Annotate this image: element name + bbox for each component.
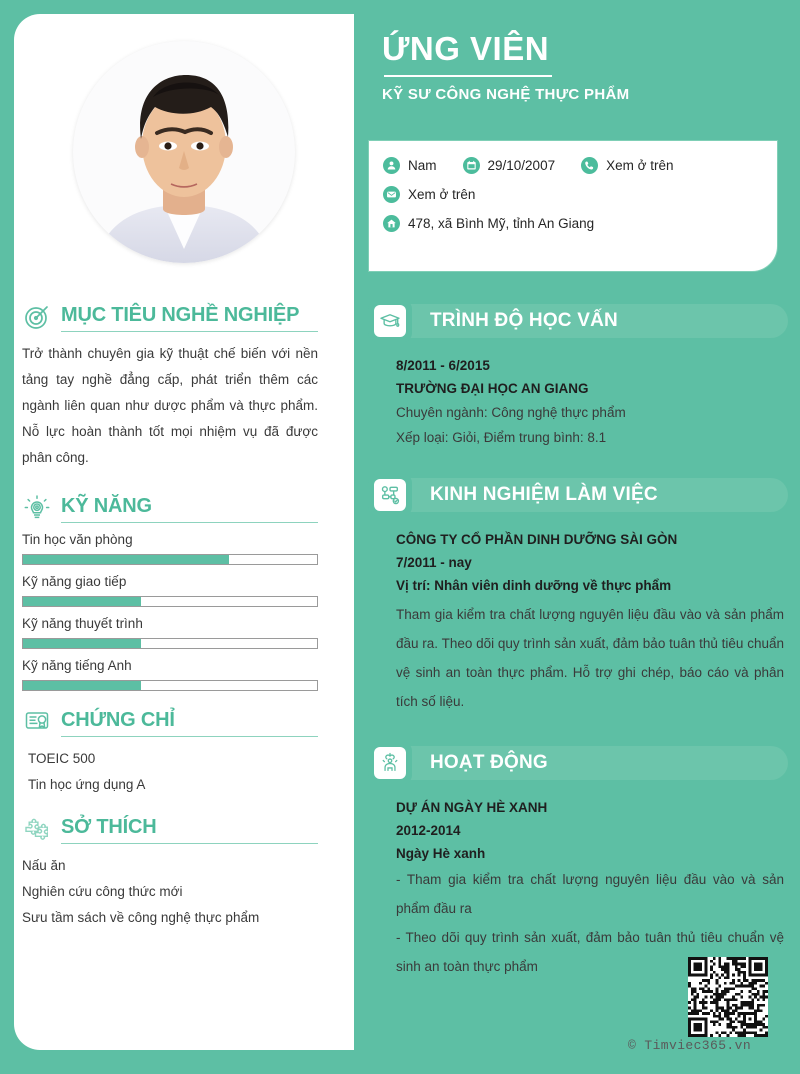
certificates-title: CHỨNG CHỈ bbox=[61, 709, 175, 731]
skill-bar-fill bbox=[23, 639, 141, 648]
activities-header bbox=[368, 742, 788, 784]
section-activities bbox=[368, 742, 788, 981]
skill-bar bbox=[22, 596, 318, 607]
list-item: Tin học ứng dụng A bbox=[28, 777, 146, 792]
contact-phone bbox=[581, 157, 673, 174]
name-rule bbox=[384, 75, 552, 77]
experience-badge bbox=[368, 474, 412, 516]
list-item: Nấu ăn bbox=[22, 858, 66, 873]
skills-title: KỸ NĂNG bbox=[61, 495, 152, 517]
person-icon bbox=[383, 157, 400, 174]
certificates-underline bbox=[61, 736, 318, 737]
education-period: 8/2011 - 6/2015 bbox=[396, 358, 490, 373]
section-objective bbox=[22, 302, 318, 471]
education-major: Chuyên ngành: Công nghệ thực phẩm bbox=[396, 405, 626, 420]
skill-bar-fill bbox=[23, 597, 141, 606]
skill-bar-fill bbox=[23, 681, 141, 690]
list-item: Sưu tầm sách về công nghệ thực phẩm bbox=[22, 910, 260, 925]
activity-period: 2012-2014 bbox=[396, 823, 461, 838]
avatar bbox=[14, 14, 354, 290]
calendar-icon bbox=[463, 157, 480, 174]
qr-code bbox=[688, 957, 768, 1037]
certificate-list bbox=[22, 746, 318, 798]
activity-org: Ngày Hè xanh bbox=[396, 846, 486, 861]
experience-position: Vị trí: Nhân viên dinh dưỡng về thực phẩm bbox=[396, 578, 672, 593]
activities-body bbox=[368, 796, 788, 981]
section-hobbies bbox=[22, 814, 318, 931]
education-bar bbox=[406, 304, 788, 338]
experience-company: CÔNG TY CỔ PHẦN DINH DƯỠNG SÀI GÒN bbox=[396, 532, 678, 547]
section-certificates bbox=[22, 707, 318, 798]
experience-period: 7/2011 - nay bbox=[396, 555, 472, 570]
activities-badge bbox=[368, 742, 412, 784]
activity-bullet: - Theo dõi quy trình sản xuất, đảm bảo tuân thủ tiêu chuẩn vệ sinh an toàn thực phẩm bbox=[396, 930, 784, 974]
contact-birthday-text: 29/10/2007 bbox=[487, 158, 556, 173]
education-header bbox=[368, 300, 788, 342]
skill-item bbox=[22, 532, 318, 565]
education-title: TRÌNH ĐỘ HỌC VẤN bbox=[430, 310, 618, 331]
hobbies-header bbox=[22, 814, 318, 844]
section-education bbox=[368, 300, 788, 450]
skill-bar bbox=[22, 680, 318, 691]
lightbulb-gear-icon bbox=[22, 493, 52, 523]
skill-bar bbox=[22, 554, 318, 565]
activities-bar bbox=[406, 746, 788, 780]
hobbies-title: SỞ THÍCH bbox=[61, 816, 157, 838]
skills-underline bbox=[61, 522, 318, 523]
right-column bbox=[354, 0, 800, 1074]
volunteer-hands-icon bbox=[374, 747, 406, 779]
right-sections bbox=[368, 300, 788, 987]
puzzle-icon bbox=[22, 814, 52, 844]
skill-label: Kỹ năng tiếng Anh bbox=[22, 658, 132, 673]
section-experience bbox=[368, 474, 788, 716]
contact-email bbox=[383, 186, 475, 203]
certificates-header bbox=[22, 707, 318, 737]
email-icon bbox=[383, 186, 400, 203]
candidate-name: ỨNG VIÊN bbox=[382, 30, 550, 67]
profile-photo bbox=[73, 41, 295, 263]
contact-gender-text: Nam bbox=[408, 158, 437, 173]
skill-item bbox=[22, 616, 318, 649]
objective-text: Trở thành chuyên gia kỹ thuật chế biến với nền tảng tay nghề đẳng cấp, phát triển thêm các ngành liên quan như dược phẩm và thực phẩm. Nỗ lực hoàn thành tốt mọi nhiệm vụ đã được phân công. bbox=[22, 346, 318, 465]
phone-icon bbox=[581, 157, 598, 174]
list-item: Nghiên cứu công thức mới bbox=[22, 884, 183, 899]
target-icon bbox=[22, 302, 52, 332]
contact-email-text: Xem ở trên bbox=[408, 187, 476, 202]
skill-label: Tin học văn phòng bbox=[22, 532, 133, 547]
experience-title: KINH NGHIỆM LÀM VIỆC bbox=[430, 484, 658, 505]
skills-header bbox=[22, 493, 318, 523]
experience-description: Tham gia kiểm tra chất lượng nguyên liệu đầu vào và sản phẩm đầu ra. Theo dõi quy trình sản xuất, đảm bảo tuân thủ tiêu chuẩn vệ sinh an toàn thực phẩm. Hỗ trợ ghi chép, báo cáo và phân tích số liệu. bbox=[396, 607, 784, 709]
activities-title: HOẠT ĐỘNG bbox=[430, 752, 548, 773]
workflow-icon bbox=[374, 479, 406, 511]
contact-gender bbox=[383, 157, 437, 174]
skill-label: Kỹ năng thuyết trình bbox=[22, 616, 143, 631]
objective-header bbox=[22, 302, 318, 332]
contact-birthday bbox=[463, 157, 556, 174]
contact-address bbox=[383, 215, 594, 232]
objective-underline bbox=[61, 331, 318, 332]
education-school: TRƯỜNG ĐẠI HỌC AN GIANG bbox=[396, 381, 589, 396]
education-body bbox=[368, 354, 788, 450]
skill-bar bbox=[22, 638, 318, 649]
contact-box bbox=[368, 140, 778, 272]
activity-bullet: - Tham gia kiểm tra chất lượng nguyên liệu đầu vào và sản phẩm đầu ra bbox=[396, 872, 784, 916]
experience-body bbox=[368, 528, 788, 716]
skill-item bbox=[22, 658, 318, 691]
graduation-cap-icon bbox=[374, 305, 406, 337]
skill-list bbox=[22, 532, 318, 691]
objective-title: MỤC TIÊU NGHỀ NGHIỆP bbox=[61, 304, 300, 326]
experience-bar bbox=[406, 478, 788, 512]
skill-item bbox=[22, 574, 318, 607]
contact-address-text: 478, xã Bình Mỹ, tỉnh An Giang bbox=[408, 216, 595, 231]
contact-row-2 bbox=[383, 186, 763, 203]
experience-header bbox=[368, 474, 788, 516]
section-skills bbox=[22, 493, 318, 691]
hobbies-underline bbox=[61, 843, 318, 844]
skill-bar-fill bbox=[23, 555, 229, 564]
contact-phone-text: Xem ở trên bbox=[606, 158, 674, 173]
hobby-list bbox=[22, 853, 318, 931]
name-header bbox=[354, 14, 778, 126]
contact-row-1 bbox=[383, 157, 763, 174]
home-icon bbox=[383, 215, 400, 232]
list-item: TOEIC 500 bbox=[28, 751, 96, 766]
certificate-icon bbox=[22, 707, 52, 737]
candidate-role: KỸ SƯ CÔNG NGHỆ THỰC PHẨM bbox=[382, 85, 630, 103]
watermark: © Timviec365.vn bbox=[628, 1038, 752, 1053]
skill-label: Kỹ năng giao tiếp bbox=[22, 574, 127, 589]
activity-project: DỰ ÁN NGÀY HÈ XANH bbox=[396, 800, 548, 815]
contact-row-3 bbox=[383, 215, 763, 232]
education-grade: Xếp loại: Giỏi, Điểm trung bình: 8.1 bbox=[396, 430, 607, 445]
education-badge bbox=[368, 300, 412, 342]
